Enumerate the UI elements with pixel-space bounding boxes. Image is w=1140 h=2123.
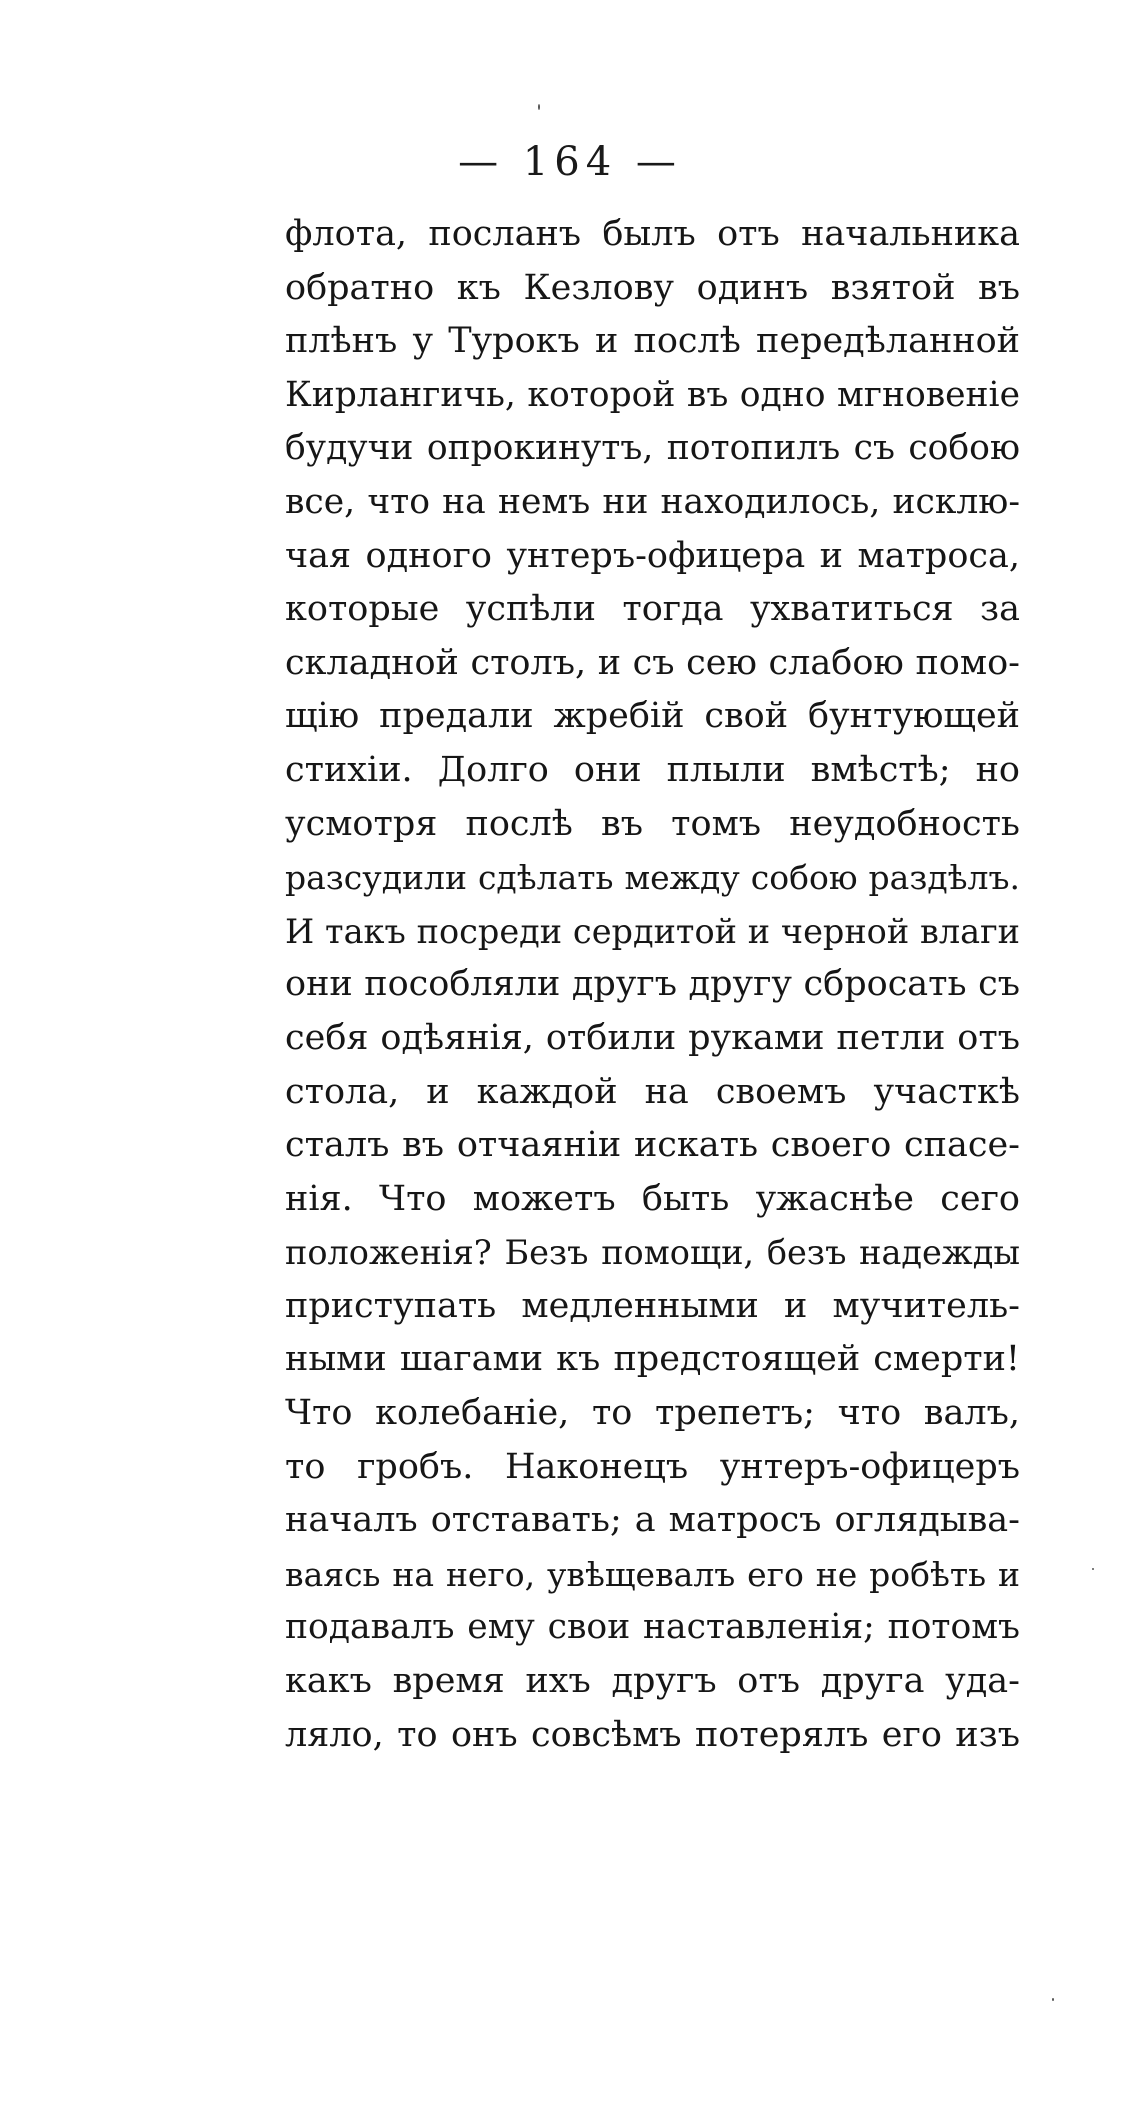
- text-line: приступать медленными и мучитель-: [285, 1285, 1020, 1326]
- text-line: стихіи. Долго они плыли вмѣстѣ; но: [285, 749, 1020, 790]
- text-line: складной столъ, и съ сею слабою помо-: [285, 642, 1020, 683]
- text-line: чая одного унтеръ-офицера и матроса,: [285, 535, 1020, 576]
- text-line: какъ время ихъ другъ отъ друга уда-: [285, 1661, 1020, 1702]
- text-line: ваясь на него, увѣщевалъ его не робѣть и: [285, 1554, 1020, 1594]
- text-line: Кирлангичь, которой въ одно мгновеніе: [285, 374, 1020, 415]
- text-line: разсудили сдѣлать между собою раздѣлъ.: [285, 858, 1020, 898]
- text-line: И такъ посреди сердитой и черной влаги: [285, 911, 1020, 951]
- body-text: [285, 208, 1020, 1762]
- text-line: флота, посланъ былъ отъ начальника: [285, 214, 1020, 254]
- text-line: то гробъ. Наконецъ унтеръ-офицеръ: [285, 1446, 1020, 1487]
- text-line: ляло, то онъ совсѣмъ потерялъ его изъ: [285, 1714, 1020, 1755]
- text-line: плѣнъ у Турокъ и послѣ передѣланной: [285, 321, 1020, 362]
- text-line: Что колебаніе, то трепетъ; что валъ,: [285, 1393, 1020, 1434]
- text-line: обратно къ Кезлову одинъ взятой въ: [285, 267, 1020, 308]
- text-line: подавалъ ему свои наставленія; потомъ: [285, 1607, 1020, 1648]
- text-line: сталъ въ отчаяніи искать своего спасе-: [285, 1125, 1020, 1166]
- text-line: стола, и каждой на своемъ участкѣ: [285, 1071, 1020, 1112]
- scan-speck: [538, 104, 540, 110]
- text-line: ными шагами къ предстоящей смерти!: [285, 1339, 1020, 1380]
- text-line: нія. Что можетъ быть ужаснѣе сего: [285, 1178, 1020, 1219]
- text-line: положенія? Безъ помощи, безъ надежды: [285, 1233, 1020, 1273]
- text-line: усмотря послѣ въ томъ неудобность: [285, 803, 1020, 844]
- text-line: щію предали жребій свой бунтующей: [285, 696, 1020, 737]
- scan-speck: [1052, 1998, 1054, 2001]
- text-line: все, что на немъ ни находилось, исклю-: [285, 481, 1020, 522]
- text-line: они пособляли другъ другу сбросать съ: [285, 964, 1020, 1005]
- text-line: которые успѣли тогда ухватиться за: [285, 589, 1020, 630]
- scan-speck: [1092, 1568, 1094, 1570]
- text-line: будучи опрокинутъ, потопилъ съ собою: [285, 428, 1020, 469]
- page-number-header: — 164 —: [458, 139, 682, 185]
- text-line: началъ отставать; а матросъ оглядыва-: [285, 1500, 1020, 1541]
- text-line: себя одѣянія, отбили руками петли отъ: [285, 1017, 1020, 1058]
